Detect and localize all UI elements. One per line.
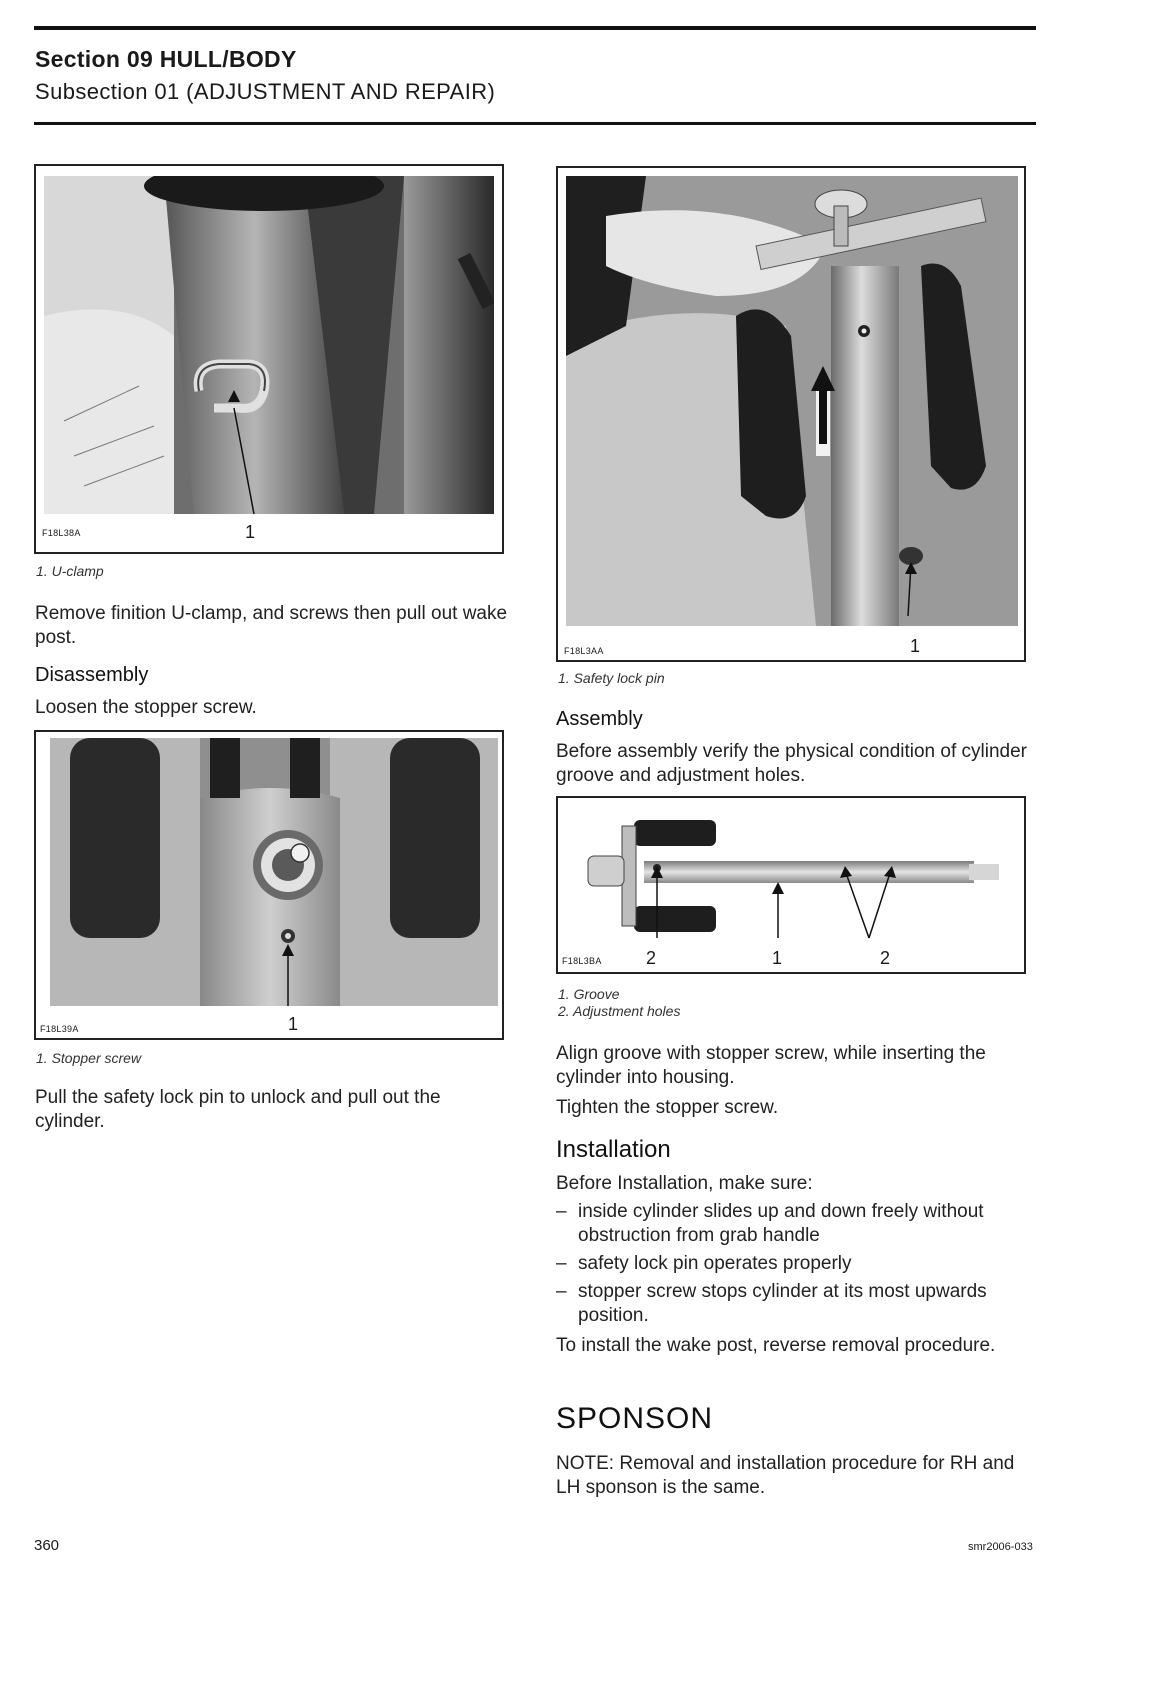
list-item: – inside cylinder slides up and down freely without obstruction from grab handle (556, 1200, 1032, 1248)
assembly-heading: Assembly (556, 708, 643, 730)
u-clamp-photo (44, 176, 494, 514)
note-label: NOTE: (556, 1453, 615, 1474)
figure-code: F18L3AA (564, 646, 604, 656)
figure-caption: 1. Stopper screw (36, 1050, 142, 1066)
pull-paragraph (35, 1086, 513, 1134)
callout-1: 1 (910, 636, 921, 656)
assembly-paragraph (556, 740, 1032, 788)
callout-2-right: 2 (880, 948, 891, 968)
disassembly-text: Loosen the stopper screw. (35, 697, 257, 718)
figure-caption: 1. Safety lock pin (558, 670, 665, 686)
figure-groove-holes (556, 796, 1026, 974)
document-code: smr2006-033 (968, 1541, 1033, 1553)
removal-text: Remove finition U-clamp, and screws then pull out wake post. (35, 603, 508, 648)
figure-code: F18L39A (40, 1024, 79, 1034)
disassembly-heading: Disassembly (35, 664, 149, 686)
note (556, 1452, 1032, 1500)
figure-caption-groove: 1. Groove (558, 986, 620, 1002)
subsection-title: Subsection 01 (ADJUSTMENT AND REPAIR) (35, 79, 496, 104)
figure-caption: 1. U-clamp (36, 563, 104, 579)
pull-text: Pull the safety lock pin to unlock and pull out the cylinder. (35, 1087, 441, 1132)
header-bottom-rule (34, 122, 1036, 125)
figure-stopper-screw (34, 730, 504, 1040)
callout-1: 1 (288, 1014, 299, 1034)
disassembly-paragraph (35, 696, 513, 720)
note-paragraph (556, 1452, 1032, 1500)
sponson-heading: SPONSON (556, 1402, 714, 1435)
safety-lock-pin-photo (566, 176, 1018, 626)
installation-checklist (556, 1200, 1032, 1328)
callout-1: 1 (772, 948, 783, 968)
tighten-paragraph (556, 1096, 1032, 1120)
cylinder-groove-photo (564, 806, 1020, 946)
removal-paragraph (35, 602, 513, 650)
figure-u-clamp (34, 164, 504, 554)
header-top-rule (34, 26, 1036, 30)
installation-section (556, 1172, 1032, 1358)
list-item: – safety lock pin operates properly (556, 1252, 1032, 1276)
figure-code: F18L3BA (562, 956, 602, 966)
figure-caption-adjustment-holes: 2. Adjustment holes (558, 1003, 681, 1019)
list-item: – stopper screw stops cylinder at its most upwards position. (556, 1280, 1032, 1328)
install-text: To install the wake post, reverse removal procedure. (556, 1335, 996, 1356)
align-paragraph (556, 1042, 1032, 1090)
section-title: Section 09 HULL/BODY (35, 46, 297, 72)
stopper-screw-photo (50, 738, 498, 1006)
installation-heading: Installation (556, 1136, 671, 1163)
tighten-text: Tighten the stopper screw. (556, 1097, 779, 1118)
installation-intro: Before Installation, make sure: (556, 1173, 813, 1194)
figure-code: F18L38A (42, 528, 81, 538)
align-text: Align groove with stopper screw, while inserting the cylinder into housing. (556, 1043, 986, 1088)
page-number: 360 (34, 1537, 60, 1554)
callout-2-left: 2 (646, 948, 657, 968)
assembly-text: Before assembly verify the physical condition of cylinder groove and adjustment holes. (556, 741, 1028, 786)
figure-safety-lock-pin (556, 166, 1026, 662)
note-text: Removal and installation procedure for RH and LH sponson is the same. (556, 1453, 1015, 1498)
callout-1: 1 (245, 522, 256, 542)
